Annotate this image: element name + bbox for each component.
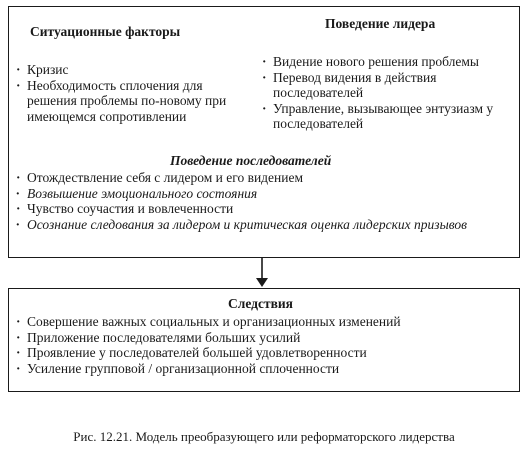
follower-behavior-item: · Возвышение эмоционального состояния xyxy=(16,186,506,202)
situational-factors-list xyxy=(16,62,254,124)
follower-behavior-heading: Поведение последователей xyxy=(170,153,332,168)
flow-arrow xyxy=(252,258,272,288)
follower-behavior-item: · Осознание следования за лидером и критическая оценка лидерских призывов xyxy=(16,217,506,233)
follower-behavior-item: · Чувство соучастия и вовлеченности xyxy=(16,201,506,217)
leader-behavior-heading: Поведение лидера xyxy=(325,16,436,31)
leader-behavior-item: · Управление, вызывающее энтузиазм у последователей xyxy=(262,101,516,132)
consequence-item: · Проявление у последователей большей удовлетворенности xyxy=(16,345,512,361)
leader-behavior-item: · Перевод видения в действия последователей xyxy=(262,70,516,101)
figure-caption: Рис. 12.21. Модель преобразующего или реформаторского лидерства xyxy=(73,429,455,444)
situational-factors-heading: Ситуационные факторы xyxy=(30,24,181,39)
consequences-list xyxy=(16,314,512,376)
consequences-heading: Следствия xyxy=(228,296,293,311)
situational-factor-item: · Необходимость сплочения для решения проблемы по-новому при имеющемся сопротивлении xyxy=(16,78,254,125)
consequence-item: · Совершение важных социальных и организационных изменений xyxy=(16,314,512,330)
follower-behavior-list xyxy=(16,170,506,232)
situational-factor-item: · Кризис xyxy=(16,62,254,78)
consequence-item: · Приложение последователями больших усилий xyxy=(16,330,512,346)
follower-behavior-item: · Отождествление себя с лидером и его видением xyxy=(16,170,506,186)
leader-behavior-item: · Видение нового решения проблемы xyxy=(262,54,516,70)
leader-behavior-list xyxy=(262,54,516,132)
consequence-item: · Усиление групповой / организационной сплоченности xyxy=(16,361,512,377)
